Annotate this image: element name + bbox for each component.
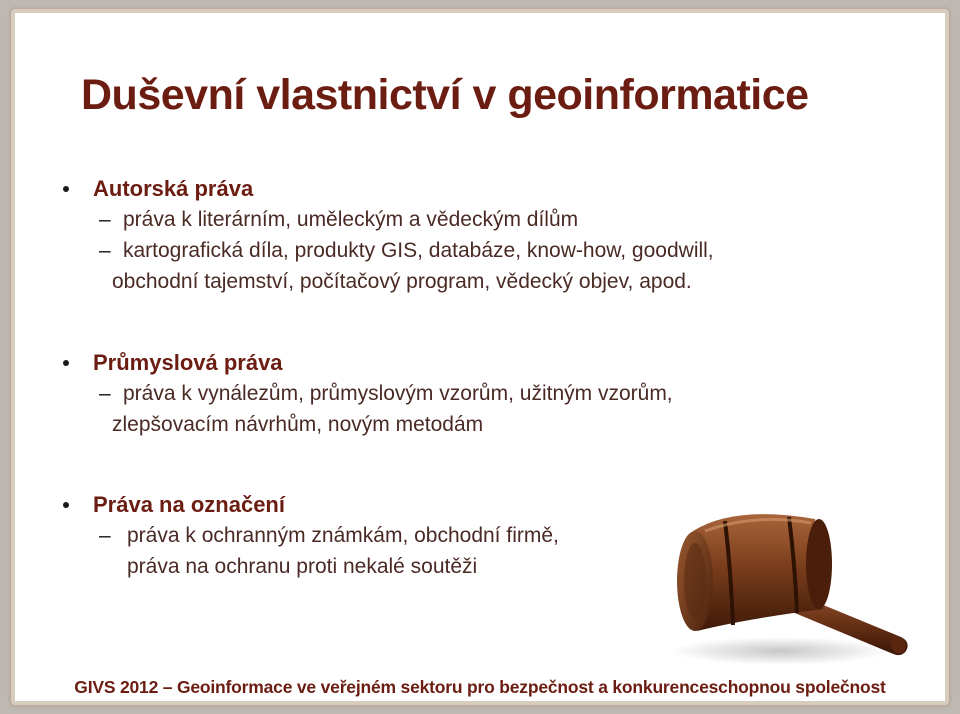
bullet-row bbox=[15, 348, 945, 378]
dash: – bbox=[99, 239, 111, 262]
slide bbox=[11, 9, 949, 705]
gavel-icon bbox=[665, 491, 935, 671]
list-item-text: kartografická díla, produkty GIS, databáze, know-how, goodwill, bbox=[123, 239, 714, 262]
dash: – bbox=[99, 382, 111, 405]
list-item-text: práva k literárním, uměleckým a vědeckým dílům bbox=[123, 208, 579, 231]
bullet-row bbox=[15, 174, 945, 204]
dash: – bbox=[99, 208, 111, 231]
list-item-text: zlepšovacím návrhům, novým metodám bbox=[112, 413, 484, 436]
section-heading: Autorská práva bbox=[93, 176, 254, 201]
bullet-dot bbox=[63, 502, 69, 508]
section-heading: Práva na označení bbox=[93, 492, 285, 517]
list-item-text: práva k vynálezům, průmyslovým vzorům, užitným vzorům, bbox=[123, 382, 673, 405]
gavel-face-right bbox=[806, 519, 832, 609]
section-prumyslova-prava bbox=[15, 348, 945, 440]
list-item-text: práva k ochranným známkám, obchodní firmě, bbox=[127, 524, 559, 547]
list-item bbox=[15, 378, 945, 409]
bullet-dot bbox=[63, 186, 69, 192]
list-item bbox=[15, 235, 945, 266]
gavel-face-grain bbox=[684, 543, 706, 619]
slide-title: Duševní vlastnictví v geoinformatice bbox=[81, 71, 809, 119]
gavel-shadow bbox=[670, 637, 890, 665]
list-item bbox=[15, 204, 945, 235]
section-heading: Průmyslová práva bbox=[93, 350, 283, 375]
list-item bbox=[15, 266, 945, 297]
section-autorska-prava bbox=[15, 174, 945, 297]
slide-footer: GIVS 2012 – Geoinformace ve veřejném sektoru pro bezpečnost a konkurenceschopnou společnost bbox=[74, 677, 886, 697]
list-item-text: práva na ochranu proti nekalé soutěži bbox=[127, 555, 478, 578]
list-item-text: obchodní tajemství, počítačový program, vědecký objev, apod. bbox=[112, 270, 692, 293]
dash: – bbox=[99, 524, 111, 547]
bullet-dot bbox=[63, 360, 69, 366]
list-item bbox=[15, 409, 945, 440]
